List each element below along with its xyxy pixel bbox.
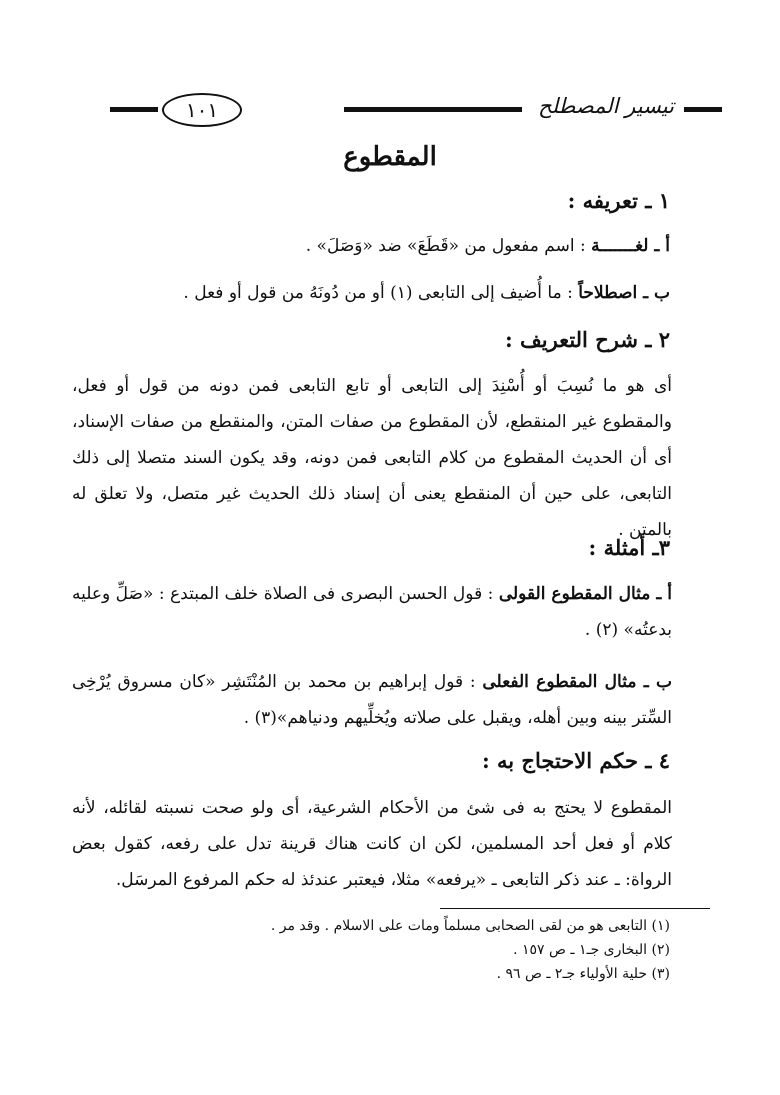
- running-header: [110, 92, 722, 126]
- ruling-paragraph: المقطوع لا يحتج به فى شئ من الأحكام الشرعية، أى ولو صحت نسبته لقائله، لأنه كلام أو فعل أحد المسلمين، لكن ان كانت هناك قرينة تدل على رفعه، كقول بعض الرواة: ـ عند ذكر التابعى ـ «يرفعه» مثلا، فيعتبر عندئذ له حكم المرفوع المرسَل.: [72, 798, 673, 890]
- section-heading-examples: ٣ـ أمثلة :: [588, 535, 670, 560]
- page-number: ١٠١: [162, 93, 242, 127]
- definition-language-label: أ ـ لغـــــــة: [591, 236, 670, 256]
- footnote-2: (٢) البخارى جـ١ ـ ص ١٥٧ .: [513, 942, 670, 958]
- footnote-1: (١) التابعى هو من لقى الصحابى مسلماً ومات على الاسلام . وقد مر .: [270, 918, 670, 934]
- header-rule: [684, 107, 722, 112]
- book-title: تيسير المصطلح: [538, 94, 674, 118]
- definition-term-line: [183, 283, 670, 303]
- definition-language-line: [306, 236, 670, 256]
- definition-language-text: : اسم مفعول من «قَطَعَ» ضد «وَصَلَ» .: [305, 236, 586, 256]
- example-1-label: أ ـ مثال المقطوع القولى: [498, 584, 672, 604]
- example-2-text: : قول إبراهيم بن محمد بن المُنْتَشِر «كان مسروق يُرْخِى السِّتر بينه وبين أهله، ويقبل على صلاته ويُخلِّيهم ودنياهم»(٣) .: [72, 672, 672, 728]
- footnote-3: (٣) حلية الأولياء جـ٢ ـ ص ٩٦ .: [496, 966, 670, 982]
- example-2: [72, 664, 672, 736]
- section-heading-ruling: ٤ ـ حكم الاحتجاج به :: [481, 748, 670, 773]
- example-2-label: ب ـ مثال المقطوع الفعلى: [482, 672, 672, 692]
- definition-term-label: ب ـ اصطلاحاً: [578, 283, 670, 303]
- header-rule: [344, 107, 522, 112]
- footnote-divider: [440, 908, 710, 909]
- definition-term-text: : ما أُضيف إلى التابعى (١) أو من دُونَهُ من قول أو فعل .: [183, 283, 573, 303]
- section-heading-explanation: ٢ ـ شرح التعريف :: [504, 327, 670, 352]
- section-heading-definition: ١ ـ تعريفه :: [567, 188, 670, 213]
- example-1: [72, 576, 672, 648]
- header-rule: [110, 107, 158, 112]
- explanation-paragraph: أى هو ما نُسِبَ أو أُسْنِدَ إلى التابعى أو تابع التابعى فمن دونه من قول أو فعل، والمقطوع غير المنقطع، لأن المقطوع من صفات المتن، والمنقطع من صفات الإسناد، أى أن الحديث المقطوع من كلام التابعى فمن دونه، وقد يكون السند متصلا إلى ذلك التابعى، على حين أن المنقطع يعنى أن إسناد ذلك الحديث غير متصل، ولا تعلق له بالمتن .: [72, 376, 672, 540]
- page-title: المقطوع: [343, 142, 437, 172]
- example-1-text: : قول الحسن البصرى فى الصلاة خلف المبتدع : «صَلِّ وعليه بدعتُه» (٢) .: [72, 584, 672, 640]
